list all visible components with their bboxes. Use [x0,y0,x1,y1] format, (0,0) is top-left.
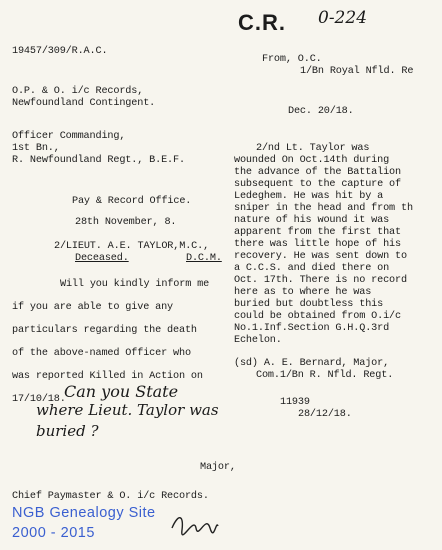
reference-number: 19457/309/R.A.C. [12,46,108,57]
body-line: was reported Killed in Action on [12,371,203,382]
body-line: Will you kindly inform me [60,279,210,290]
reply-signature-line-1: (sd) A. E. Bernard, Major, [234,358,390,369]
receipt-date: 28/12/18. [298,409,352,420]
recipient-line-2: Newfoundland Contingent. [12,98,156,109]
cr-stamp: C.R. [238,10,286,35]
reply-body-line: Ledeghem. He was hit by a [234,191,384,202]
subject-name: 2/LIEUT. A.E. TAYLOR,M.C., [54,241,210,252]
recipient-line-1: O.P. & O. i/c Records, [12,86,144,97]
reply-date: Dec. 20/18. [288,106,354,117]
reply-body-line: subsequent to the capture of [234,179,401,190]
signature-title: Major, [200,462,236,473]
reply-body-line: here as to where he was [234,287,372,298]
reply-body-line: could be obtained from O.i/c [234,311,401,322]
body-line: particulars regarding the death [12,325,197,336]
watermark-line-2: 2000 - 2015 [12,525,95,541]
handwritten-note-line: where Lieut. Taylor was [36,401,219,419]
reply-body-line: there was little hope of his [234,239,401,250]
cr-handwritten-number: 0-224 [318,8,368,28]
reply-from-label: From, O.C. [262,54,322,65]
body-line: if you are able to give any [12,302,174,313]
reply-body-line: Echelon. [234,335,282,346]
closing-line: Chief Paymaster & O. i/c Records. [12,491,209,502]
handwritten-note-line: buried ? [36,422,99,440]
sender-line-2: 1st Bn., [12,143,60,154]
signature-scrawl [170,510,220,536]
reply-signature-line-2: Com.1/Bn R. Nfld. Regt. [256,370,394,381]
body-line: of the above-named Officer who [12,348,191,359]
sender-line-3: R. Newfoundland Regt., B.E.F. [12,155,185,166]
letter-date: 28th November, 8. [75,217,177,228]
reply-body-line: sniper in the head and from th [234,203,413,214]
watermark-line-1: NGB Genealogy Site [12,505,156,521]
reply-body-line: 2/nd Lt. Taylor was [256,143,370,154]
subject-award: D.C.M. [186,253,222,264]
subject-status: Deceased. [75,253,129,264]
office-name: Pay & Record Office. [72,196,192,207]
sender-line-1: Officer Commanding, [12,131,126,142]
body-line: 17/10/18. [12,394,66,405]
reply-body-line: nature of his wound it was [234,215,390,226]
reply-body-line: a C.C.S. and died there on [234,263,390,274]
reply-from-unit: 1/Bn Royal Nfld. Re [300,66,414,77]
reply-body-line: wounded On Oct.14th during [234,155,390,166]
handwritten-note-line: Can you State [64,382,179,401]
reply-body-line: apparent from the first that [234,227,401,238]
reply-body-line: No.1.Inf.Section G.H.Q.3rd [234,323,390,334]
receipt-number: 11939 [280,397,310,408]
reply-body-line: the advance of the Battalion [234,167,401,178]
reply-body-line: recovery. He was sent down to [234,251,407,262]
reply-body-line: buried but doubtless this [234,299,384,310]
reply-body-line: Oct. 17th. There is no record [234,275,407,286]
